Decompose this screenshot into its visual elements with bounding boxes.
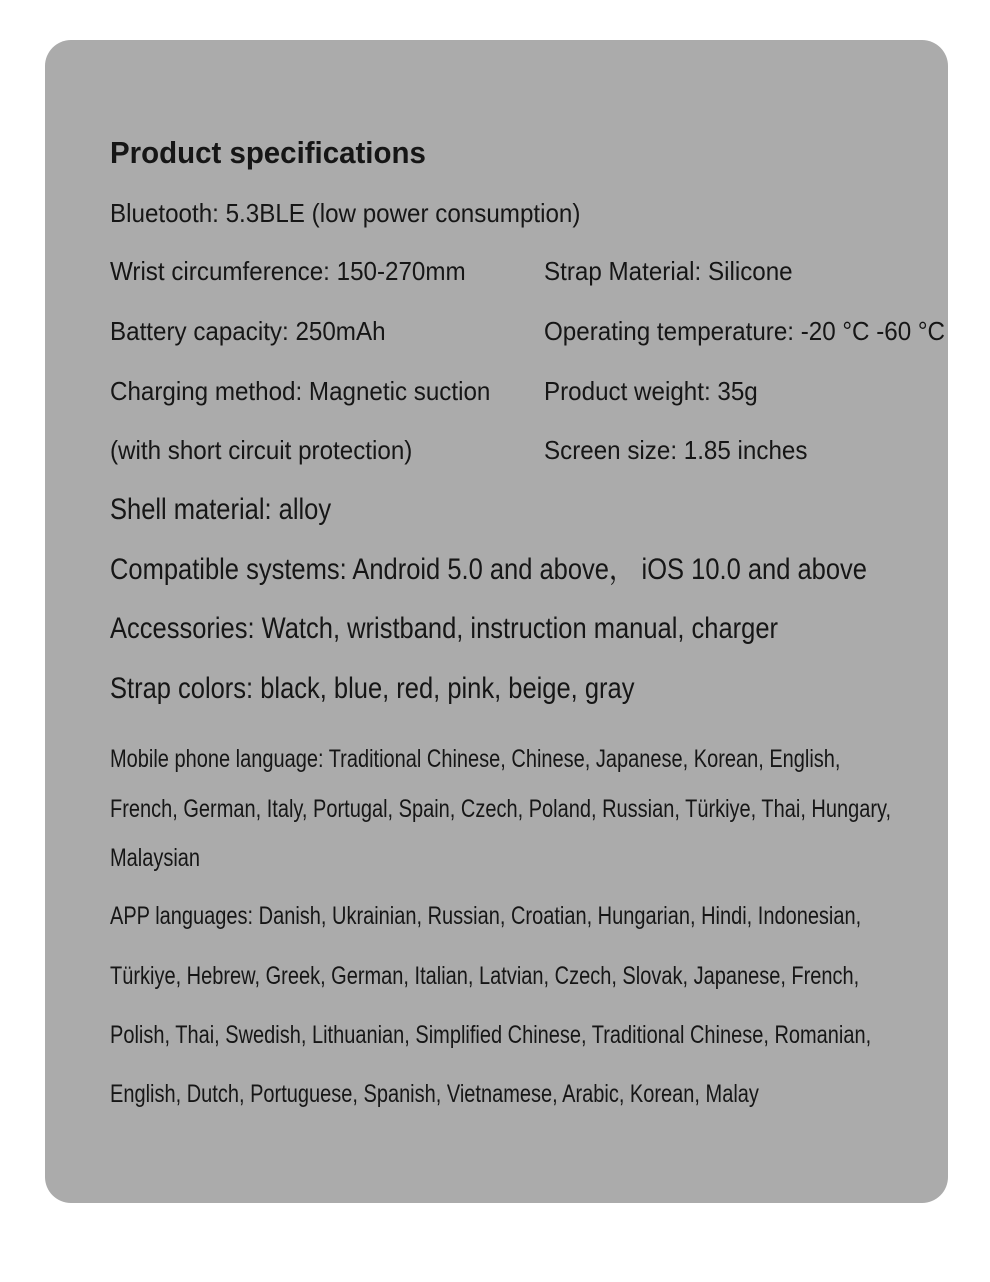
spec-mobile-language-line: Malaysian [110,844,201,872]
spec-bluetooth: Bluetooth: 5.3BLE (low power consumption) [110,198,581,228]
spec-compatible-systems: Compatible systems: Android 5.0 and above， iOS 10.0 and above [110,553,867,586]
spec-strap-colors: Strap colors: black, blue, red, pink, beige, gray [110,672,635,705]
spec-wrist-circumference: Wrist circumference: 150-270mm [110,256,466,286]
spec-short-circuit-note: (with short circuit protection) [110,435,413,465]
spec-app-language-line: English, Dutch, Portuguese, Spanish, Vietnamese, Arabic, Korean, Malay [110,1080,759,1108]
product-spec-card [45,40,948,1203]
spec-operating-temperature: Operating temperature: -20 °C -60 °C [544,316,946,346]
spec-strap-material: Strap Material: Silicone [544,256,793,286]
spec-mobile-language-line: French, German, Italy, Portugal, Spain, Czech, Poland, Russian, Türkiye, Thai, Hungary, [110,795,892,823]
spec-app-language-line: Polish, Thai, Swedish, Lithuanian, Simplified Chinese, Traditional Chinese, Romanian, [110,1021,872,1049]
spec-app-language-line: APP languages: Danish, Ukrainian, Russian, Croatian, Hungarian, Hindi, Indonesian, [110,902,862,930]
spec-shell-material: Shell material: alloy [110,493,332,526]
spec-screen-size: Screen size: 1.85 inches [544,435,808,465]
spec-accessories: Accessories: Watch, wristband, instruction manual, charger [110,612,778,645]
spec-battery-capacity: Battery capacity: 250mAh [110,316,386,346]
page-title: Product specifications [110,135,426,170]
spec-app-language-line: Türkiye, Hebrew, Greek, German, Italian, Latvian, Czech, Slovak, Japanese, French, [110,962,860,990]
spec-product-weight: Product weight: 35g [544,376,758,406]
spec-mobile-language-line: Mobile phone language: Traditional Chinese, Chinese, Japanese, Korean, English, [110,745,841,773]
spec-charging-method: Charging method: Magnetic suction [110,376,491,406]
